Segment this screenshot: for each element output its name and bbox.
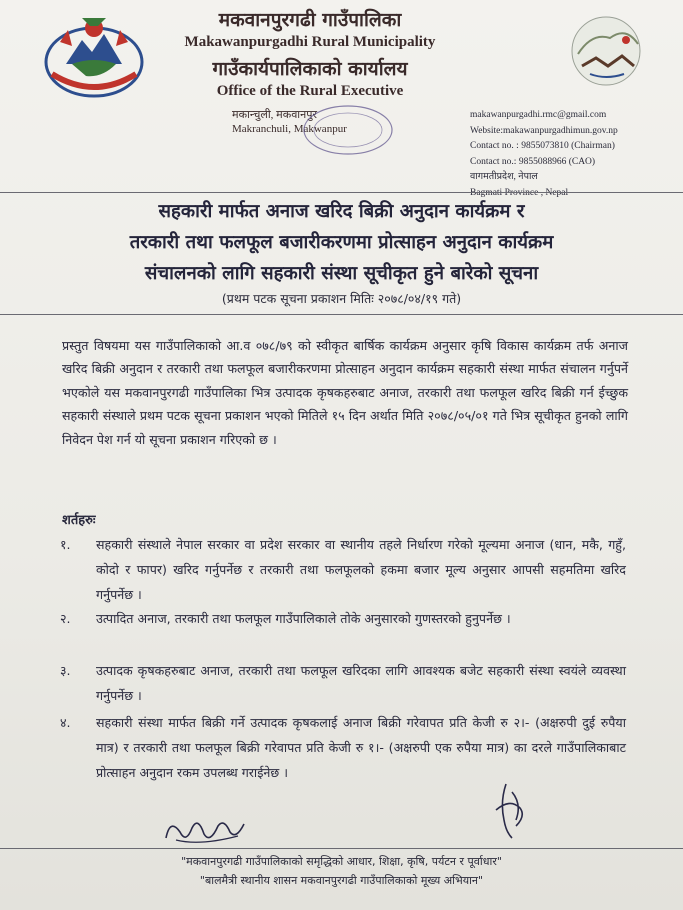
contact-block [470, 108, 618, 202]
term-number: ३. [60, 663, 71, 678]
address-en: Makranchuli, Makwanpur [232, 123, 347, 135]
term-number: ४. [60, 715, 71, 730]
contact-province-ne: वागमतीप्रदेश, नेपाल [470, 172, 538, 183]
term-item [60, 532, 626, 607]
term-text: सहकारी संस्था मार्फत बिक्री गर्ने उत्पादक कृषकलाई अनाज बिक्री गरेवापत प्रति केजी रु २।- (अक्षरुपी दुई रुपैया मात्र) र तरकारी तथा फलफूल बिक्री गरेवापत प्रति केजी रु १।- (अक्षरुपी एक रुपैया मात्र) का दरले गाउँपालिकाबाट प्रोत्साहन अनुदान रकम उपलब्ध गराईनेछ । [96, 715, 626, 780]
office-name-en: Office of the Rural Executive [216, 83, 404, 99]
contact-chairman: Contact no. : 9855073810 (Chairman) [470, 141, 615, 152]
contact-website: Website:makawanpurgadhimun.gov.np [470, 125, 618, 136]
publication-date: (प्रथम पटक सूचना प्रकाशन मितिः २०७८/०४/१९ गते) [221, 291, 462, 306]
municipality-logo-icon [562, 14, 650, 88]
term-text: उत्पादित अनाज, तरकारी तथा फलफूल गाउँपालिकाले तोके अनुसारको गुणस्तरको हुनुपर्नेछ । [96, 611, 511, 626]
term-text: उत्पादक कृषकहरुबाट अनाज, तरकारी तथा फलफूल खरिदका लागि आवश्यक बजेट सहकारी संस्था स्वयंले व्यवस्था गर्नुपर्नेछ । [96, 663, 626, 703]
contact-cao: Contact no.: 9855088966 (CAO) [470, 156, 596, 167]
notice-title [0, 196, 683, 309]
terms-heading: शर्तहरुः [62, 513, 96, 528]
term-item [60, 710, 626, 785]
footer-slogans [0, 852, 683, 890]
term-number: १. [60, 537, 71, 552]
term-number: २. [60, 611, 71, 626]
notice-body: प्रस्तुत विषयमा यस गाउँपालिकाको आ.व ०७८/७९ को स्वीकृत बार्षिक कार्यक्रम अनुसार कृषि विकास कार्यक्रम तर्फ अनाज खरिद बिक्री अनुदान र तरकारी तथा फलफूल बजारीकरणमा प्रोत्साहन अनुदान कार्यक्रम सहकारी संस्था मार्फत संचालन गर्नुपर्ने भएकोले यस मकवानपुरगढी गाउँपालिका भित्र उत्पादक कृषकहरुबाट अनाज, तरकारी तथा फलफूल खरिद बिक्री गर्न ईच्छुक सहकारी संस्थाले प्रथम पटक सूचना प्रकाशन भएको मितिले १५ दिन अर्थात मिति २०७८/०५/०१ गते भित्र सूचीकृत हुनको लागि निवेदन पेश गर्न यो सूचना प्रकाशन गरिएको छ । [62, 338, 628, 447]
office-stamp-icon [300, 102, 396, 158]
header-divider [0, 192, 683, 193]
term-text: सहकारी संस्थाले नेपाल सरकार वा प्रदेश सरकार वा स्थानीय तहले निर्धारण गरेको मूल्यमा अनाज (धान, मकै, गहुँ, कोदो र फापर) खरिद गर्नुपर्नेछ र तरकारी तथा फलफूलको हकमा बजार मूल्य अनुसार आपसी सहमतिमा खरिद गर्नुपर्नेछ । [96, 537, 626, 602]
contact-email: makawanpurgadhi.rmc@gmail.com [470, 110, 607, 120]
address-ne: मकान्चुली, मकवानपुर [232, 109, 318, 121]
title-line: तरकारी तथा फलफूल बजारीकरणमा प्रोत्साहन अनुदान कार्यक्रम [129, 232, 554, 253]
term-item [60, 658, 626, 708]
nepal-emblem-icon [42, 12, 146, 98]
signature-left-icon [160, 810, 250, 850]
title-divider [0, 314, 683, 315]
office-name-ne: गाउँकार्यपालिकाको कार्यालय [212, 58, 408, 80]
letterhead [160, 8, 460, 100]
signature-right-icon [486, 780, 532, 842]
footer-slogan-1: "मकवानपुरगढी गाउँपालिकाको समृद्धिको आधार, शिक्षा, कृषि, पर्यटन र पूर्वाधार" [181, 855, 502, 868]
title-line: संचालनको लागि सहकारी संस्था सूचीकृत हुने बारेको सूचना [144, 263, 539, 284]
footer-divider [0, 848, 683, 849]
footer-slogan-2: "बालमैत्री स्थानीय शासन मकवानपुरगढी गाउँपालिकाको मूख्य अभियान" [199, 874, 484, 887]
term-item [60, 606, 626, 631]
municipality-name-en: Makawanpurgadhi Rural Municipality [184, 34, 436, 50]
municipality-name-ne: मकवानपुरगढी गाउँपालिका [218, 9, 402, 31]
title-line: सहकारी मार्फत अनाज खरिद बिक्री अनुदान कार्यक्रम र [158, 201, 525, 222]
